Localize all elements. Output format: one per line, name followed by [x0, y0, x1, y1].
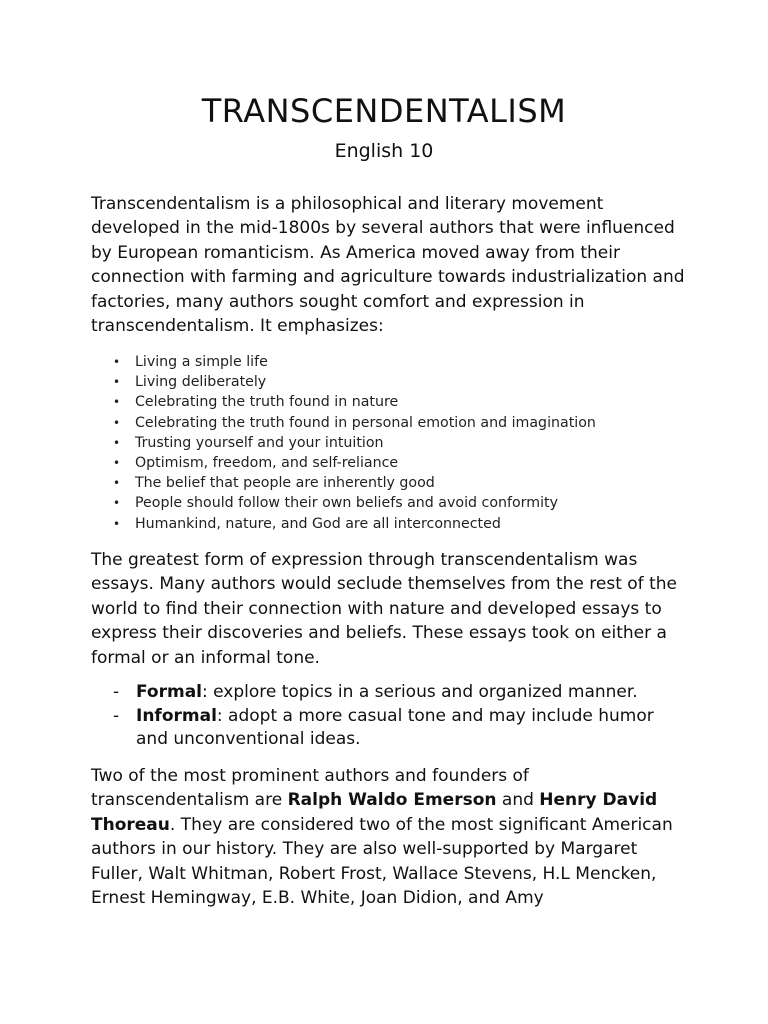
document-title: TRANSCENDENTALISM — [201, 92, 567, 130]
list-item: • Trusting yourself and your intuition — [113, 433, 596, 453]
bullet-icon: • — [113, 456, 121, 471]
list-item: • The belief that people are inherently good — [113, 473, 596, 493]
bullet-icon: • — [113, 476, 121, 491]
bullet-icon: • — [113, 516, 121, 531]
list-item: • Optimism, freedom, and self-reliance — [113, 453, 596, 473]
list-item: • People should follow their own beliefs and avoid conformity — [113, 493, 596, 513]
tone-definition: : explore topics in a serious and organized manner. — [202, 682, 638, 702]
bullet-icon: • — [113, 496, 121, 511]
list-item: • Living a simple life — [113, 352, 596, 372]
tone-term: Informal — [136, 705, 217, 726]
emphases-list — [113, 352, 596, 534]
intro-paragraph: Transcendentalism is a philosophical and literary movement developed in the mid-1800s by several authors that were influenced by European romanticism. As America moved away from their connection with farming and agriculture towards industrialization and factories, many authors sought comfort and expression in transcendentalism. It emphasizes: — [91, 194, 685, 337]
dash-icon: - — [113, 682, 120, 702]
dash-icon: - — [113, 705, 120, 726]
bullet-icon: • — [113, 375, 121, 390]
bullet-icon: • — [113, 395, 121, 410]
list-item: • Humankind, nature, and God are all interconnected — [113, 514, 596, 534]
bullet-icon: • — [113, 435, 121, 450]
document-subtitle: English 10 — [334, 140, 434, 162]
list-item: • Celebrating the truth found in nature — [113, 392, 596, 412]
list-item: • Living deliberately — [113, 372, 596, 392]
authors-paragraph: Two of the most prominent authors and founders of transcendentalism are Ralph Waldo Emerson and Henry David Thoreau. They are considered two of the most significant American authors in our history. They are also well-supported by Margaret Fuller, Walt Whitman, Robert Frost, Wallace Stevens, H.L Mencken, Ernest Hemingway, E.B. White, Joan Didion, and Amy — [91, 766, 673, 909]
tones-list — [113, 681, 683, 752]
author-thoreau: Henry David Thoreau — [91, 790, 658, 835]
essays-paragraph: The greatest form of expression through transcendentalism was essays. Many authors would seclude themselves from the rest of the world to find their connection with nature and developed essays to express their discoveries and beliefs. These essays took on either a formal or an informal tone. — [91, 550, 677, 668]
list-item: • Celebrating the truth found in personal emotion and imagination — [113, 413, 596, 433]
bullet-icon: • — [113, 355, 121, 369]
tone-item-informal — [113, 705, 683, 752]
author-emerson: Ralph Waldo Emerson — [287, 790, 497, 811]
tone-term: Formal — [136, 682, 202, 702]
bullet-icon: • — [113, 415, 121, 430]
tone-item-formal — [113, 681, 683, 705]
tone-definition: : adopt a more casual tone and may include humor and unconventional ideas. — [136, 705, 654, 750]
